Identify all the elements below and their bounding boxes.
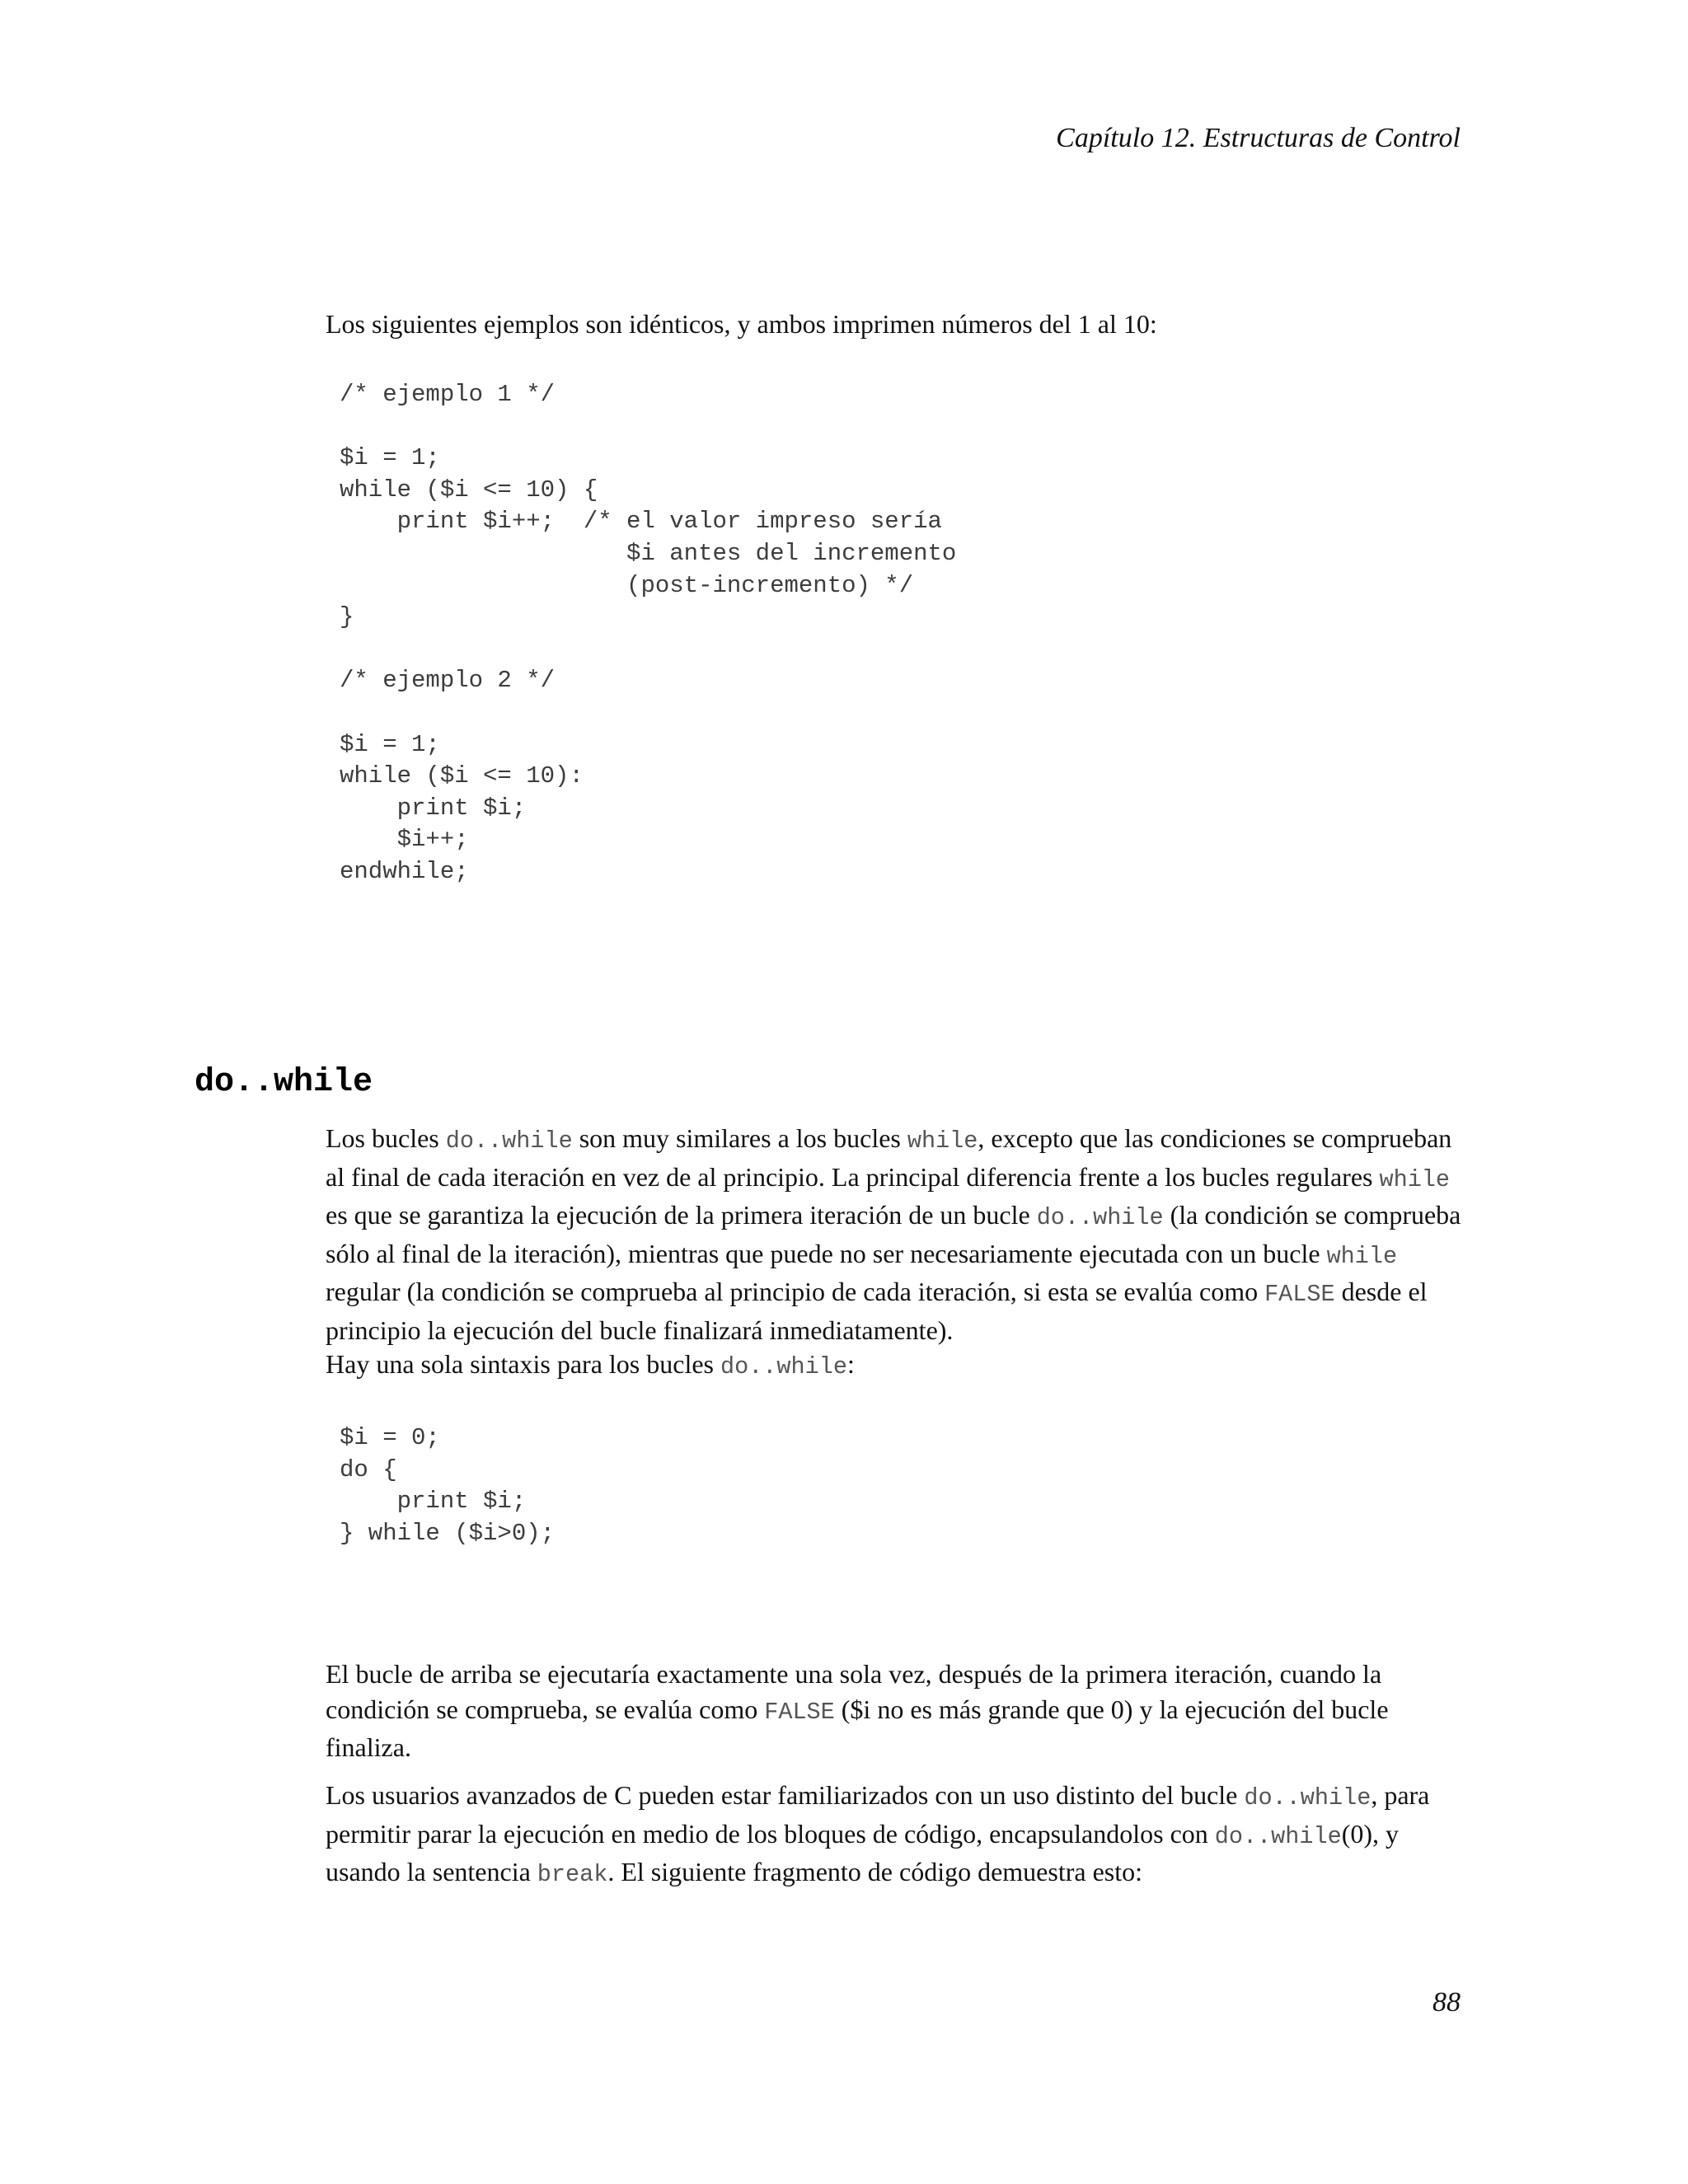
inline-code: do..while bbox=[445, 1127, 573, 1155]
code-line: while ($i <= 10): bbox=[340, 762, 584, 790]
inline-code: break bbox=[537, 1861, 608, 1888]
page-number: 88 bbox=[1432, 1987, 1461, 2018]
syntax-intro-paragraph bbox=[326, 1347, 1467, 1385]
loop-explanation-paragraph bbox=[326, 1657, 1467, 1765]
text-run: Hay una sola sintaxis para los bucles bbox=[326, 1349, 720, 1379]
text-run: regular (la condición se comprueba al principio de cada iteración, si esta se evalúa como bbox=[326, 1277, 1265, 1306]
inline-code: do..while bbox=[720, 1353, 847, 1380]
code-line: print $i; bbox=[340, 794, 527, 822]
code-line bbox=[340, 697, 956, 729]
inline-code: while bbox=[907, 1127, 978, 1155]
inline-code: do..while bbox=[1214, 1822, 1342, 1850]
text-run: es que se garantiza la ejecución de la primera iteración de un bucle bbox=[326, 1200, 1037, 1230]
text-run: El bucle de arriba se ejecutaría exactamente una sola vez, después de la primera iteración, cuando la condición se comprueba, se evalúa como bbox=[326, 1659, 1382, 1724]
code-line: $i = 1; bbox=[340, 730, 440, 758]
advanced-usage-paragraph bbox=[326, 1778, 1467, 1893]
code-line: /* ejemplo 2 */ bbox=[340, 667, 556, 695]
code-line: do { bbox=[340, 1455, 397, 1483]
do-while-description-paragraph bbox=[326, 1121, 1467, 1347]
running-header: Capítulo 12. Estructuras de Control bbox=[1056, 123, 1461, 153]
inline-code: while bbox=[1379, 1165, 1450, 1193]
text-run: ($i no es más grande que 0) y la ejecución del bucle finaliza. bbox=[326, 1694, 1389, 1762]
code-line: print $i++; /* el valor impreso sería bbox=[340, 508, 942, 536]
inline-code: do..while bbox=[1244, 1784, 1372, 1811]
text-run: . El siguiente fragmento de código demuestra esto: bbox=[607, 1857, 1143, 1886]
code-line: $i = 1; bbox=[340, 444, 440, 472]
code-line: /* ejemplo 1 */ bbox=[340, 381, 556, 408]
code-line: $i++; bbox=[340, 826, 469, 854]
code-line bbox=[340, 411, 956, 443]
text-run: Los usuarios avanzados de C pueden estar familiarizados con un uso distinto del bucle bbox=[326, 1780, 1245, 1810]
code-line: while ($i <= 10) { bbox=[340, 476, 598, 504]
code-line: (post-incremento) */ bbox=[340, 571, 914, 599]
intro-paragraph: Los siguientes ejemplos son idénticos, y ambos imprimen números del 1 al 10: bbox=[326, 309, 1157, 339]
code-line bbox=[340, 634, 956, 666]
code-block-while-examples bbox=[340, 379, 956, 888]
text-run: : bbox=[846, 1349, 855, 1379]
inline-code: do..while bbox=[1036, 1204, 1164, 1231]
section-heading: do..while bbox=[195, 1064, 373, 1101]
text-run: , excepto que las condiciones se comprueban al final de cada iteración en vez de al principio. La principal diferencia frente a los bucles regulares bbox=[326, 1123, 1452, 1192]
code-line: $i = 0; bbox=[340, 1424, 440, 1451]
code-line: $i antes del incremento bbox=[340, 539, 957, 567]
text-run: (0), y usando la sentencia bbox=[326, 1818, 1400, 1886]
code-line: } bbox=[340, 603, 354, 631]
inline-code: FALSE bbox=[1264, 1281, 1335, 1308]
code-line: endwhile; bbox=[340, 857, 469, 885]
text-run: , para permitir parar la ejecución en medio de los bloques de código, encapsulandolos con bbox=[326, 1780, 1430, 1849]
code-line: print $i; bbox=[340, 1488, 527, 1516]
inline-code: FALSE bbox=[764, 1698, 835, 1726]
text-run: desde el principio la ejecución del bucle finalizará inmediatamente). bbox=[326, 1277, 1428, 1345]
text-run: Los bucles bbox=[326, 1123, 446, 1153]
text-run: son muy similares a los bucles bbox=[572, 1123, 907, 1153]
text-run: (la condición se comprueba sólo al final de la iteración), mientras que puede no ser necesariamente ejecutada con un bucle bbox=[326, 1200, 1461, 1268]
inline-code: while bbox=[1326, 1242, 1398, 1270]
code-block-do-while bbox=[340, 1422, 555, 1549]
code-line: } while ($i>0); bbox=[340, 1519, 556, 1547]
